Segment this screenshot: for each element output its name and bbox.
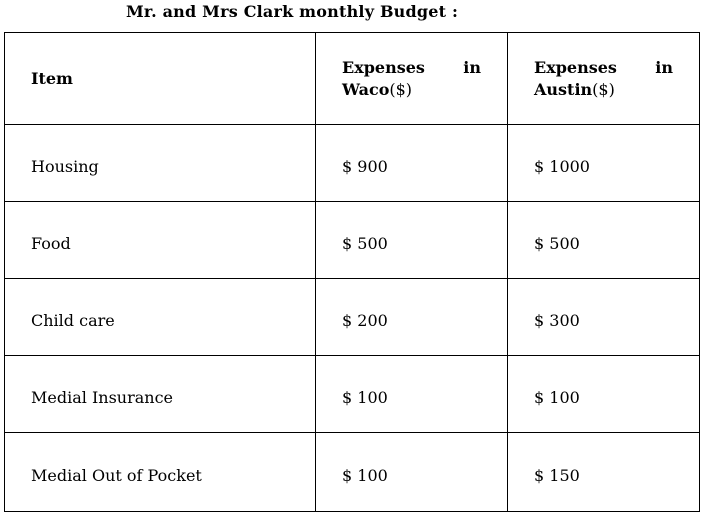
table-row xyxy=(5,279,700,356)
header-waco-unit: ($) xyxy=(389,79,413,99)
header-item xyxy=(5,33,316,125)
header-waco-city: Waco xyxy=(342,79,390,99)
header-austin-unit: ($) xyxy=(592,79,615,99)
header-waco xyxy=(316,33,508,125)
header-waco-word1: Expenses xyxy=(342,57,425,77)
header-austin xyxy=(508,33,700,125)
cell-waco: $ 900 xyxy=(316,125,508,202)
table-row xyxy=(5,202,700,279)
budget-table xyxy=(4,32,700,512)
cell-austin: $ 500 xyxy=(508,202,700,279)
cell-austin: $ 300 xyxy=(508,279,700,356)
cell-austin: $ 1000 xyxy=(508,125,700,202)
cell-item: Child care xyxy=(5,279,316,356)
cell-austin: $ 100 xyxy=(508,356,700,433)
header-item-label: Item xyxy=(31,68,73,88)
cell-waco: $ 200 xyxy=(316,279,508,356)
table-row xyxy=(5,356,700,433)
table-header-row xyxy=(5,33,700,125)
table-row xyxy=(5,125,700,202)
header-austin-word1: Expenses xyxy=(534,57,617,77)
cell-item: Housing xyxy=(5,125,316,202)
cell-waco: $ 500 xyxy=(316,202,508,279)
header-waco-word2: in xyxy=(463,57,481,77)
table-row xyxy=(5,433,700,512)
cell-austin: $ 150 xyxy=(508,433,700,512)
header-austin-city: Austin xyxy=(534,79,593,99)
cell-item: Food xyxy=(5,202,316,279)
cell-item: Medial Insurance xyxy=(5,356,316,433)
cell-waco: $ 100 xyxy=(316,433,508,512)
cell-waco: $ 100 xyxy=(316,356,508,433)
page-title: Mr. and Mrs Clark monthly Budget : xyxy=(126,2,459,21)
cell-item: Medial Out of Pocket xyxy=(5,433,316,512)
header-austin-word2: in xyxy=(655,57,673,77)
